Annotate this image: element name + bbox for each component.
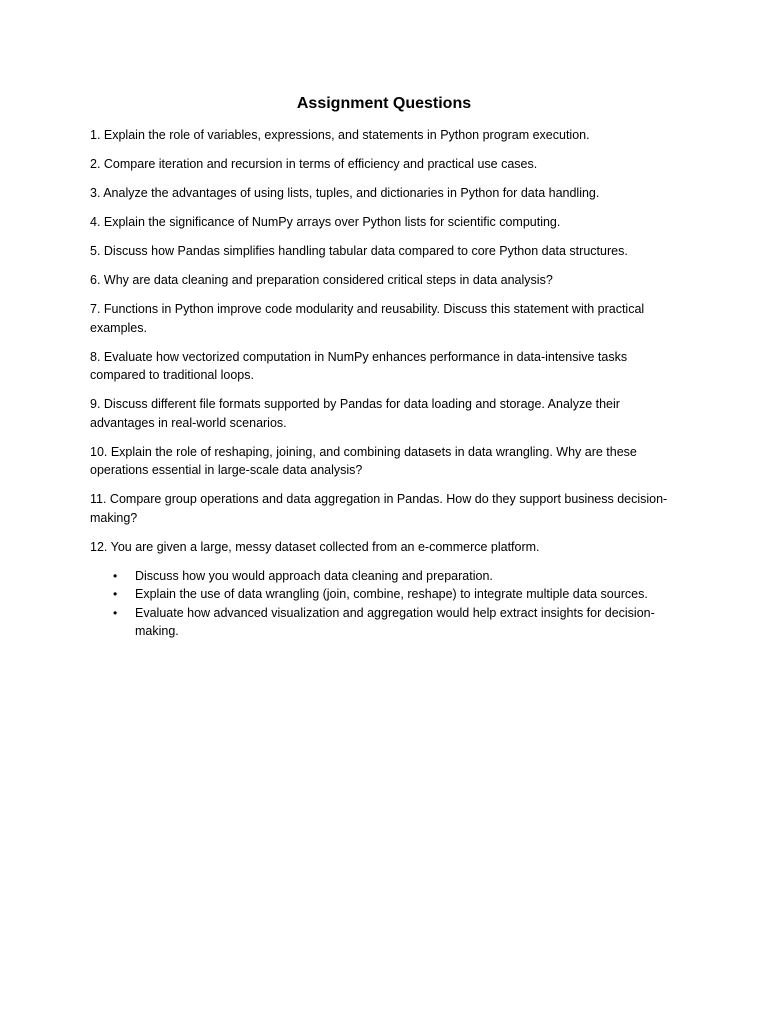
question-9: 9. Discuss different file formats supported by Pandas for data loading and storage. Analyze their advantages in real-world scenarios. <box>90 397 620 430</box>
question-3: 3. Analyze the advantages of using lists, tuples, and dictionaries in Python for data handling. <box>90 186 600 200</box>
question-4: 4. Explain the significance of NumPy arrays over Python lists for scientific computing. <box>90 215 561 229</box>
page-title: Assignment Questions <box>296 95 472 112</box>
sub-question-1 <box>113 567 680 586</box>
question-6: 6. Why are data cleaning and preparation considered critical steps in data analysis? <box>90 273 553 287</box>
sub-question-text: Discuss how you would approach data cleaning and preparation. <box>135 568 493 583</box>
bullet-icon: • <box>113 568 118 583</box>
question-list <box>90 126 680 641</box>
sub-question-3 <box>113 604 680 641</box>
sub-question-text: Explain the use of data wrangling (join, combine, reshape) to integrate multiple data sources. <box>135 587 648 601</box>
sub-question-list <box>90 567 680 641</box>
question-8: 8. Evaluate how vectorized computation in NumPy enhances performance in data-intensive tasks compared to traditional loops. <box>90 349 628 382</box>
sub-question-2 <box>113 585 680 604</box>
question-1: 1. Explain the role of variables, expressions, and statements in Python program execution. <box>90 128 590 142</box>
question-2: 2. Compare iteration and recursion in terms of efficiency and practical use cases. <box>90 157 538 171</box>
question-7: 7. Functions in Python improve code modularity and reusability. Discuss this statement with practical examples. <box>90 302 645 335</box>
bullet-icon: • <box>113 605 118 620</box>
question-10: 10. Explain the role of reshaping, joining, and combining datasets in data wrangling. Why are these operations essential in large-scale data analysis? <box>90 444 637 477</box>
bullet-icon: • <box>113 587 118 601</box>
sub-question-text: Evaluate how advanced visualization and aggregation would help extract insights for decision-making. <box>135 605 655 638</box>
question-5: 5. Discuss how Pandas simplifies handling tabular data compared to core Python data structures. <box>90 244 628 258</box>
question-12: 12. You are given a large, messy dataset collected from an e-commerce platform. <box>90 539 540 554</box>
question-11: 11. Compare group operations and data aggregation in Pandas. How do they support business decision-making? <box>90 492 668 525</box>
